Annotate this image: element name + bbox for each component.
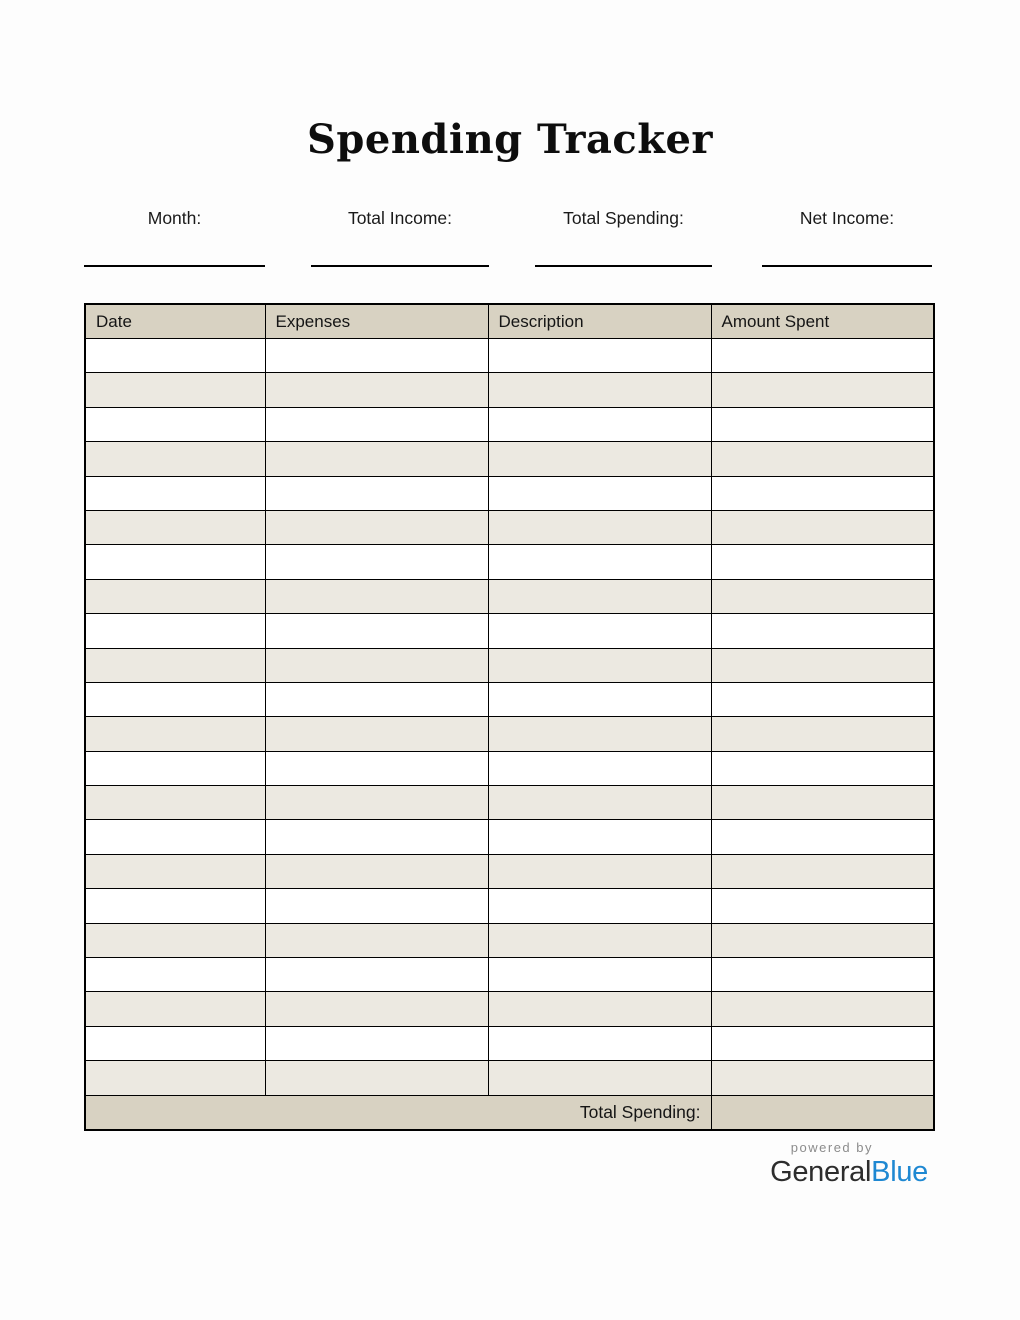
table-cell (265, 992, 488, 1026)
brand-name-blue: Blue (871, 1156, 928, 1188)
table-cell (711, 614, 934, 648)
table-cell (265, 648, 488, 682)
table-footer-row (85, 1095, 934, 1130)
table-cell (488, 339, 711, 373)
column-header-expenses: Expenses (265, 304, 488, 339)
table-cell (711, 510, 934, 544)
table-row (85, 339, 934, 373)
table-cell (488, 614, 711, 648)
column-header-amount-spent: Amount Spent (711, 304, 934, 339)
table-cell (265, 751, 488, 785)
table-cell (85, 579, 265, 613)
table-cell (711, 992, 934, 1026)
table-cell (488, 923, 711, 957)
table-row (85, 751, 934, 785)
table-cell (85, 786, 265, 820)
table-row (85, 614, 934, 648)
table-cell (711, 751, 934, 785)
table-row (85, 992, 934, 1026)
table-row (85, 958, 934, 992)
table-cell (85, 717, 265, 751)
table-cell (488, 958, 711, 992)
total-income-field (311, 205, 489, 267)
table-cell (488, 545, 711, 579)
table-cell (488, 1061, 711, 1095)
table-cell (711, 545, 934, 579)
month-label: Month: (147, 208, 202, 228)
total-spending-footer-value (711, 1095, 934, 1130)
table-row (85, 1061, 934, 1095)
table-cell (265, 1061, 488, 1095)
table-cell (488, 648, 711, 682)
table-header-row (85, 304, 934, 339)
total-spending-label: Total Spending: (563, 208, 684, 228)
table-row (85, 407, 934, 441)
brand-name-general: General (770, 1156, 872, 1188)
table-cell (488, 476, 711, 510)
table-cell (265, 682, 488, 716)
table-cell (711, 854, 934, 888)
table-cell (265, 579, 488, 613)
table-cell (711, 648, 934, 682)
powered-by-text: powered by (790, 1140, 873, 1155)
table-row (85, 854, 934, 888)
table-cell (265, 510, 488, 544)
table-cell (488, 373, 711, 407)
table-cell (488, 751, 711, 785)
table-cell (265, 339, 488, 373)
table-cell (265, 923, 488, 957)
table-cell (711, 717, 934, 751)
table-cell (85, 854, 265, 888)
net-income-label: Net Income: (799, 208, 895, 228)
summary-section (84, 205, 932, 269)
table-cell (488, 442, 711, 476)
table-cell (265, 854, 488, 888)
table-row (85, 476, 934, 510)
table-cell (711, 476, 934, 510)
table-cell (85, 958, 265, 992)
table-cell (265, 545, 488, 579)
month-field (84, 205, 265, 267)
table-row (85, 889, 934, 923)
table-cell (488, 1026, 711, 1060)
table-body (85, 339, 934, 1096)
table-cell (265, 820, 488, 854)
table-cell (711, 820, 934, 854)
table-cell (265, 614, 488, 648)
table-row (85, 682, 934, 716)
table-cell (85, 992, 265, 1026)
table-cell (488, 407, 711, 441)
table-cell (85, 614, 265, 648)
table-row (85, 1026, 934, 1060)
table-cell (711, 923, 934, 957)
total-income-label: Total Income: (347, 208, 453, 228)
table-row (85, 786, 934, 820)
table-row (85, 579, 934, 613)
net-income-field (762, 205, 932, 267)
table-cell (85, 682, 265, 716)
total-spending-footer-label: Total Spending: (85, 1095, 711, 1130)
table-cell (711, 1026, 934, 1060)
table-cell (265, 958, 488, 992)
table-cell (265, 407, 488, 441)
table-cell (711, 786, 934, 820)
table-cell (711, 958, 934, 992)
table-row (85, 373, 934, 407)
table-cell (85, 339, 265, 373)
table-row (85, 510, 934, 544)
table-cell (711, 339, 934, 373)
table-cell (265, 1026, 488, 1060)
table-row (85, 820, 934, 854)
table-cell (85, 751, 265, 785)
table-row (85, 717, 934, 751)
table-row (85, 648, 934, 682)
table-cell (85, 820, 265, 854)
table-cell (711, 373, 934, 407)
table-cell (85, 648, 265, 682)
table-cell (85, 510, 265, 544)
table-cell (488, 682, 711, 716)
table-row (85, 442, 934, 476)
table-cell (488, 820, 711, 854)
page-title: Spending Tracker (307, 116, 713, 163)
table-cell (488, 854, 711, 888)
table-cell (85, 1061, 265, 1095)
table-cell (85, 1026, 265, 1060)
table-cell (85, 545, 265, 579)
table-cell (711, 407, 934, 441)
table-cell (488, 717, 711, 751)
table-cell (265, 476, 488, 510)
table-cell (265, 373, 488, 407)
table-cell (85, 373, 265, 407)
table-cell (85, 923, 265, 957)
table-cell (711, 442, 934, 476)
table-cell (85, 889, 265, 923)
table-cell (488, 786, 711, 820)
table-cell (265, 786, 488, 820)
table-row (85, 923, 934, 957)
table-cell (265, 889, 488, 923)
total-spending-field (535, 205, 712, 267)
table-cell (488, 889, 711, 923)
spending-table (84, 303, 935, 1131)
table-cell (711, 579, 934, 613)
brand-footer (770, 1140, 928, 1187)
table-cell (711, 1061, 934, 1095)
table-cell (265, 442, 488, 476)
table-cell (711, 889, 934, 923)
column-header-description: Description (488, 304, 711, 339)
table-cell (488, 510, 711, 544)
table-cell (711, 682, 934, 716)
table-cell (85, 476, 265, 510)
table-cell (85, 442, 265, 476)
table-row (85, 545, 934, 579)
table-cell (488, 992, 711, 1026)
table-cell (85, 407, 265, 441)
table-cell (488, 579, 711, 613)
generalblue-logo (770, 1157, 928, 1187)
table-cell (265, 717, 488, 751)
column-header-date: Date (85, 304, 265, 339)
